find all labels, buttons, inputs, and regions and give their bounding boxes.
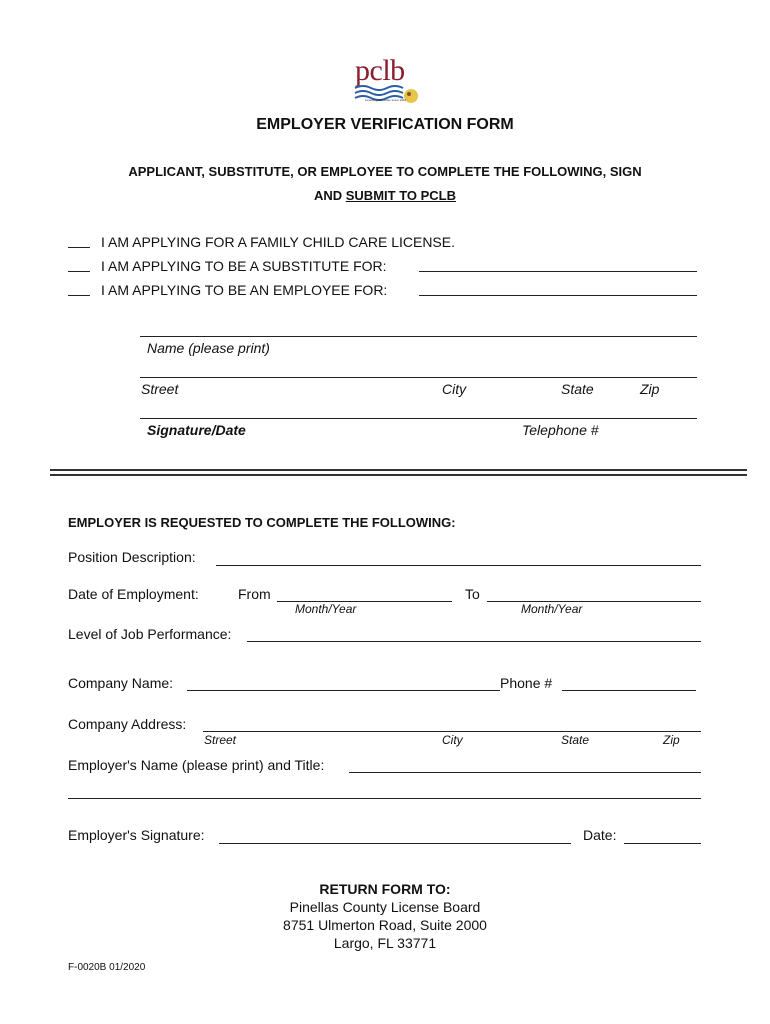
option-2-employer-line[interactable] [419,271,697,272]
company-city-label: City [442,733,463,747]
name-line[interactable] [140,336,697,337]
option-2-checkbox-line[interactable] [68,271,90,272]
instructions-line-1: APPLICANT, SUBSTITUTE, OR EMPLOYEE TO COMPLETE THE FOLLOWING, SIGN [128,164,642,179]
position-description-label: Position Description: [68,549,196,565]
name-label: Name (please print) [147,340,270,356]
company-address-line[interactable] [203,731,701,732]
employer-name-line[interactable] [349,772,701,773]
street-label: Street [141,381,179,397]
from-label: From [238,586,271,602]
option-2-label: I AM APPLYING TO BE A SUBSTITUTE FOR: [101,258,387,274]
employer-title-line[interactable] [68,798,701,799]
option-3-employer-line[interactable] [419,295,697,296]
option-3-label: I AM APPLYING TO BE AN EMPLOYEE FOR: [101,282,388,298]
wave-icon [353,84,419,108]
company-name-label: Company Name: [68,675,174,691]
instructions-underlined: SUBMIT TO PCLB [345,188,457,203]
logo-wordmark: pclb [355,54,405,87]
to-month-year-label: Month/Year [521,602,583,616]
address-line[interactable] [140,377,697,378]
pclb-logo [353,56,419,108]
company-zip-label: Zip [663,733,680,747]
position-description-line[interactable] [216,565,701,566]
to-label: To [465,586,480,602]
job-performance-label: Level of Job Performance: [68,626,232,642]
to-date-line[interactable] [487,601,701,602]
return-heading: RETURN FORM TO: [319,881,451,897]
option-1-checkbox-line[interactable] [68,247,90,248]
signature-label: Signature/Date [147,422,246,438]
date-of-employment-label: Date of Employment: [68,586,199,602]
instructions-prefix: AND [313,188,346,203]
company-street-label: Street [204,733,237,747]
signature-line[interactable] [140,418,697,419]
option-1-label: I AM APPLYING FOR A FAMILY CHILD CARE LICENSE. [101,234,455,250]
employer-date-label: Date: [583,827,617,843]
phone-label: Phone # [500,675,553,691]
form-title: EMPLOYER VERIFICATION FORM [256,116,514,133]
section-divider-bottom [50,474,747,476]
return-street: 8751 Ulmerton Road, Suite 2000 [283,917,487,933]
employer-name-label: Employer's Name (please print) and Title: [68,757,325,773]
city-label: City [442,381,467,397]
employer-date-line[interactable] [624,843,701,844]
return-org: Pinellas County License Board [289,899,481,915]
employer-heading: EMPLOYER IS REQUESTED TO COMPLETE THE FOLLOWING: [68,515,456,530]
company-address-label: Company Address: [68,716,187,732]
employer-signature-label: Employer's Signature: [68,827,205,843]
company-name-line[interactable] [187,690,500,691]
instructions-line-2 [0,188,770,203]
return-city: Largo, FL 33771 [333,935,437,951]
company-state-label: State [561,733,590,747]
section-divider-top [50,469,747,471]
option-3-checkbox-line[interactable] [68,295,90,296]
phone-line[interactable] [562,690,696,691]
from-month-year-label: Month/Year [295,602,357,616]
zip-label: Zip [640,381,660,397]
job-performance-line[interactable] [247,641,701,642]
employer-signature-line[interactable] [219,843,571,844]
telephone-label: Telephone # [522,422,599,438]
logo-tagline: Licensing Advocate since 1961 [365,98,407,102]
form-id: F-0020B 01/2020 [68,962,146,973]
state-label: State [561,381,594,397]
